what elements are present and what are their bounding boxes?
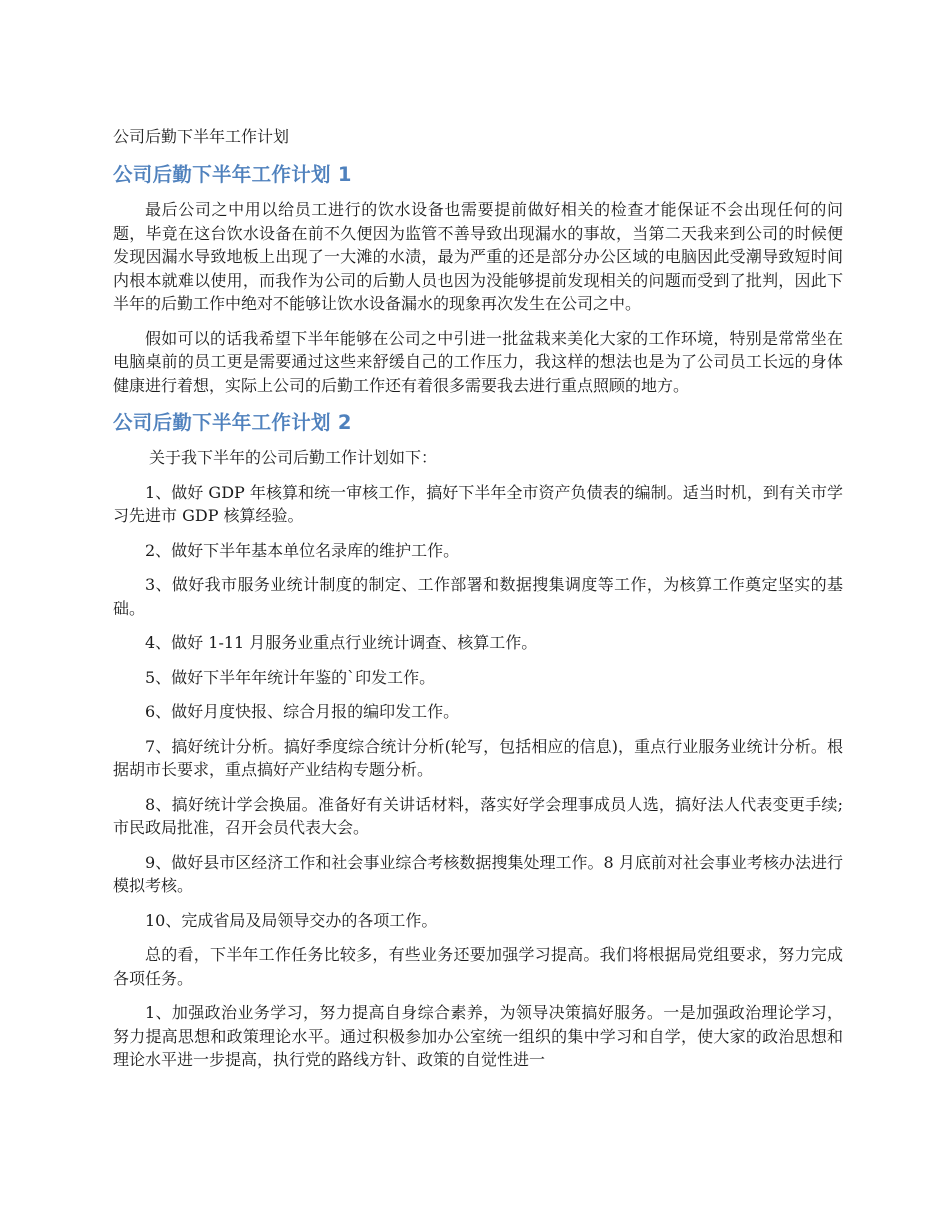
section-heading-2: 公司后勤下半年工作计划 2 — [113, 411, 352, 434]
paragraph: 关于我下半年的公司后勤工作计划如下： — [149, 448, 438, 467]
list-item: 2、做好下半年基本单位名录库的维护工作。 — [145, 540, 460, 560]
list-item: 4、做好 1-11 月服务业重点行业统计调查、核算工作。 — [145, 633, 538, 652]
list-item: 8、搞好统计学会换届。准备好有关讲话材料，落实好学会理事成员人选，搞好法人代表变更手续;市民政局批准，召开会员代表大会。 — [113, 794, 843, 837]
list-item: 9、做好县市区经济工作和社会事业综合考核数据搜集处理工作。8 月底前对社会事业考核办法进行模拟考核。 — [113, 852, 843, 895]
section-heading-1: 公司后勤下半年工作计划 1 — [113, 163, 352, 186]
paragraph: 1、加强政治业务学习，努力提高自身综合素养，为领导决策搞好服务。一是加强政治理论学习，努力提高思想和政策理论水平。通过积极参加办公室统一组织的集中学习和自学，使大家的政治思想和理论水平进一步提高，执行党的路线方针、政策的自觉性进一 — [113, 1003, 843, 1069]
list-item: 5、做好下半年年统计年鉴的`印发工作。 — [145, 667, 436, 687]
document-title: 公司后勤下半年工作计划 — [113, 127, 290, 146]
list-item: 1、做好 GDP 年核算和统一审核工作，搞好下半年全市资产负债表的编制。适当时机，到有关市学习先进市 GDP 核算经验。 — [113, 482, 843, 525]
list-item: 6、做好月度快报、综合月报的编印发工作。 — [145, 702, 460, 721]
list-item: 10、完成省局及局领导交办的各项工作。 — [145, 910, 438, 930]
paragraph: 总的看，下半年工作任务比较多，有些业务还要加强学习提高。我们将根据局党组要求，努力完成各项任务。 — [113, 945, 843, 988]
list-item: 7、搞好统计分析。搞好季度综合统计分析(轮写，包括相应的信息)，重点行业服务业统计分析。根据胡市长要求，重点搞好产业结构专题分析。 — [113, 736, 843, 779]
paragraph: 最后公司之中用以给员工进行的饮水设备也需要提前做好相关的检查才能保证不会出现任何的问题，毕竟在这台饮水设备在前不久便因为监管不善导致出现漏水的事故，当第二天我来到公司的时候便发现因漏水导致地板上出现了一大滩的水渍，最为严重的还是部分办公区域的电脑因此受潮导致短时间内根本就难以使用，而我作为公司的后勤人员也因为没能够提前发现相关的问题而受到了批判，因此下半年的后勤工作中绝对不能够让饮水设备漏水的现象再次发生在公司之中。 — [113, 200, 843, 313]
document-page — [113, 124, 843, 1083]
paragraph: 假如可以的话我希望下半年能够在公司之中引进一批盆栽来美化大家的工作环境，特别是常常坐在电脑桌前的员工更是需要通过这些来舒缓自己的工作压力，我这样的想法也是为了公司员工长远的身体健康进行着想，实际上公司的后勤工作还有着很多需要我去进行重点照顾的地方。 — [113, 328, 843, 395]
list-item: 3、做好我市服务业统计制度的制定、工作部署和数据搜集调度等工作，为核算工作奠定坚实的基础。 — [113, 575, 843, 618]
